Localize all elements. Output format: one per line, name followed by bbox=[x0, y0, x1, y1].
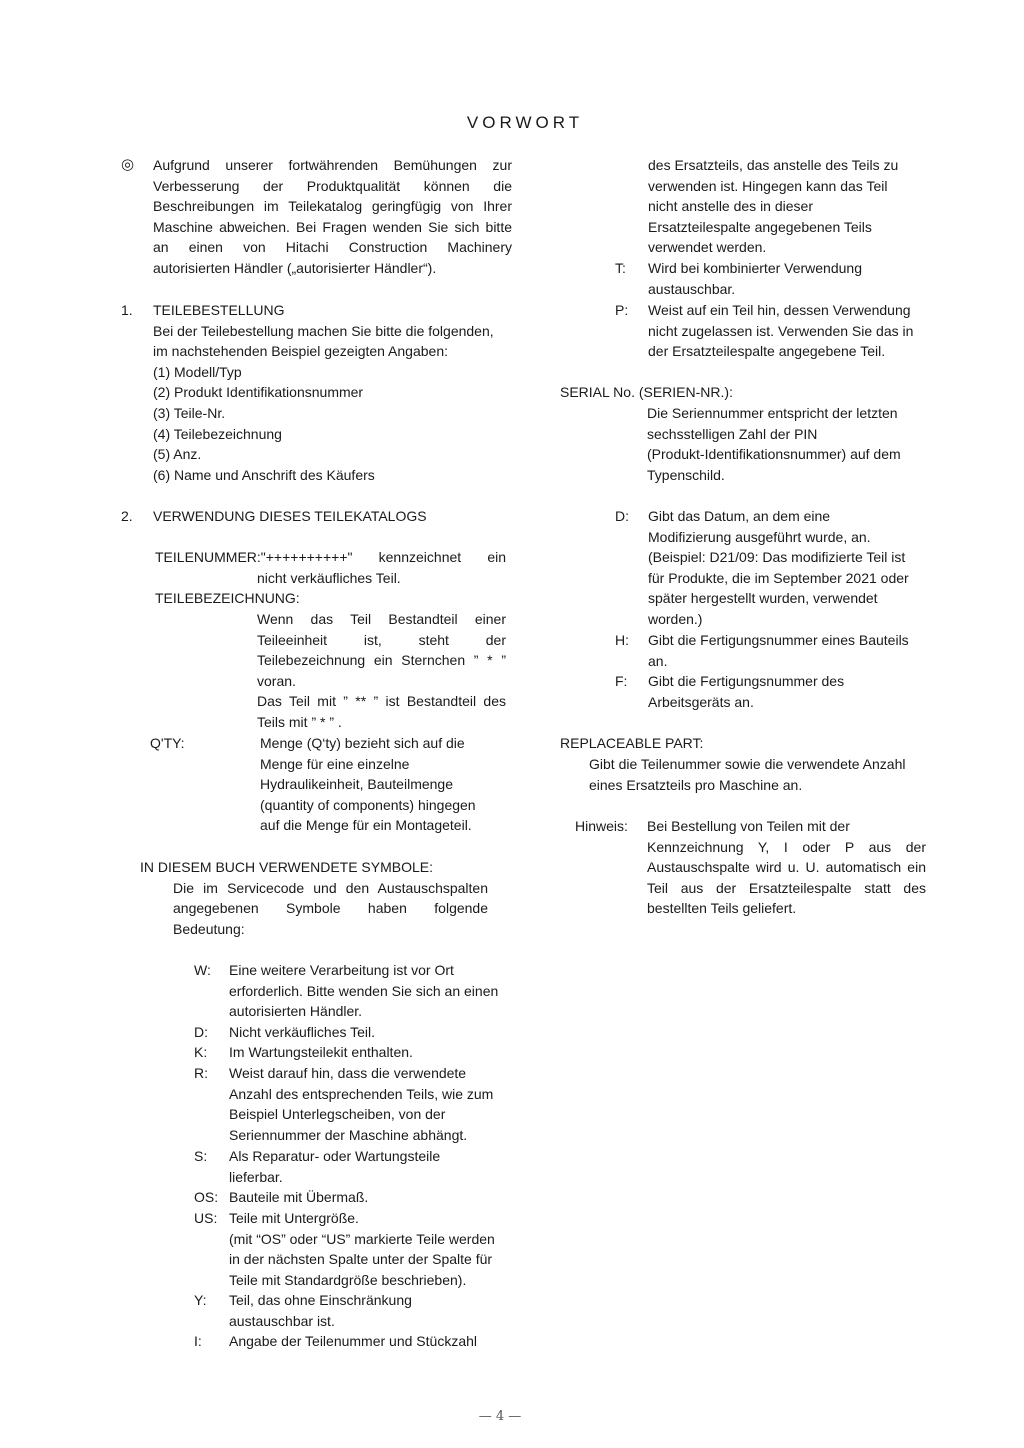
section1-line: im nachstehenden Beispiel gezeigten Angaben: bbox=[153, 343, 448, 360]
teilebez-line: Teilebezeichnung ein Sternchen ” * ” bbox=[257, 652, 506, 669]
serial-code-line: worden.) bbox=[648, 610, 703, 627]
serial-heading: SERIAL No. (SERIEN-NR.): bbox=[560, 384, 733, 400]
teilebez-line: Das Teil mit ” ** ” ist Bestandteil des bbox=[257, 693, 506, 710]
section1-line: (5) Anz. bbox=[153, 446, 202, 463]
hinweis-line: Bei Bestellung von Teilen mit der bbox=[647, 818, 850, 834]
intro-line: autorisierten Händler („autorisierter Händler“). bbox=[153, 259, 437, 276]
teilenummer-definition bbox=[155, 547, 506, 568]
symbol-line: Anzahl des entsprechenden Teils, wie zum bbox=[229, 1085, 494, 1102]
symbol-line: autorisierten Händler. bbox=[229, 1003, 363, 1020]
serial-code-line: Gibt die Fertigungsnummer eines Bauteils bbox=[648, 632, 909, 648]
intro-line: an einen von Hitachi Construction Machinery bbox=[153, 239, 512, 256]
symbols-heading: IN DIESEM BUCH VERWENDETE SYMBOLE: bbox=[140, 859, 434, 875]
symbol-key: W: bbox=[194, 962, 211, 978]
hinweis-line: bestellten Teils geliefert. bbox=[647, 900, 797, 917]
section1-line: (2) Produkt Identifikationsnummer bbox=[153, 384, 364, 401]
symbol-key: P: bbox=[615, 302, 629, 318]
symbol-description bbox=[229, 1331, 477, 1352]
section2-heading: VERWENDUNG DIESES TEILEKATALOGS bbox=[153, 508, 427, 524]
symbol-description bbox=[229, 1022, 375, 1043]
teilebezeichnung-definition bbox=[257, 609, 506, 733]
symbols-intro-line: Die im Servicecode und den Austauschspalten bbox=[173, 879, 488, 896]
symbol-key: K: bbox=[194, 1044, 208, 1060]
hinweis-line: Teil aus der Ersatzteilespalte statt des bbox=[647, 879, 926, 896]
symbol-description bbox=[229, 1208, 495, 1290]
symbol-line: Weist darauf hin, dass die verwendete bbox=[229, 1065, 467, 1081]
replaceable-heading: REPLACEABLE PART: bbox=[560, 735, 704, 751]
qty-definition bbox=[260, 733, 476, 836]
symbol-description bbox=[229, 1290, 412, 1331]
symbol-description bbox=[648, 258, 862, 299]
symbol-line: Eine weitere Verarbeitung ist vor Ort bbox=[229, 962, 454, 978]
serial-code-description bbox=[648, 630, 909, 671]
hinweis-text bbox=[647, 816, 926, 919]
symbol-line: austauschbar ist. bbox=[229, 1312, 335, 1329]
continuation-line: verwendet werden. bbox=[648, 239, 767, 256]
symbol-line: Nicht verkäufliches Teil. bbox=[229, 1024, 376, 1040]
symbol-key: US: bbox=[194, 1210, 218, 1226]
symbol-description bbox=[229, 1187, 368, 1208]
symbol-description bbox=[229, 1146, 440, 1187]
teilebez-line: Teileeinheit ist, steht der bbox=[257, 631, 506, 648]
serial-code-line: Gibt das Datum, an dem eine bbox=[648, 508, 831, 524]
qty-line: Hydraulikeinheit, Bauteilmenge bbox=[260, 776, 453, 793]
serial-code-description bbox=[648, 671, 844, 712]
continuation-line: des Ersatzteils, das anstelle des Teils zu bbox=[648, 157, 899, 173]
page-title: VORWORT bbox=[466, 113, 584, 132]
page-number: — 4 — bbox=[478, 1409, 522, 1424]
symbol-line: Weist auf ein Teil hin, dessen Verwendung bbox=[648, 302, 911, 318]
symbol-line: Beispiel Unterlegscheiben, von der bbox=[229, 1106, 446, 1123]
symbol-line: Teil, das ohne Einschränkung bbox=[229, 1292, 412, 1308]
qty-line: Menge (Q‘ty) bezieht sich auf die bbox=[260, 735, 465, 751]
serial-code-line: an. bbox=[648, 652, 668, 669]
section1-body bbox=[153, 321, 494, 486]
symbol-line: Teile mit Untergröße. bbox=[229, 1210, 359, 1226]
teilebez-line: voran. bbox=[257, 672, 296, 689]
symbol-line: Wird bei kombinierter Verwendung bbox=[648, 260, 862, 276]
hinweis-line: Austauschspalte wird u. U. automatisch ein bbox=[647, 859, 926, 876]
serial-code-line: (Beispiel: D21/09: Das modifizierte Teil ist bbox=[648, 549, 906, 566]
serial-code-key: D: bbox=[615, 508, 629, 524]
symbol-line: in der nächsten Spalte unter der Spalte für bbox=[229, 1251, 493, 1268]
qty-line: (quantity of components) hingegen bbox=[260, 796, 476, 813]
replaceable-description bbox=[589, 754, 905, 795]
teilebezeichnung-label: TEILEBEZEICHNUNG: bbox=[155, 590, 300, 606]
section1-line: Bei der Teilebestellung machen Sie bitte die folgenden, bbox=[153, 322, 494, 339]
serial-code-description bbox=[648, 506, 909, 630]
symbol-key: T: bbox=[615, 260, 626, 276]
intro-marker-icon: ◎ bbox=[121, 156, 135, 173]
symbol-line: (mit “OS” oder “US” markierte Teile werden bbox=[229, 1230, 495, 1247]
serial-code-key: H: bbox=[615, 632, 629, 648]
symbol-key: Y: bbox=[194, 1292, 207, 1308]
section1-heading: TEILEBESTELLUNG bbox=[153, 302, 285, 318]
symbols-intro-line: Bedeutung: bbox=[173, 920, 245, 937]
intro-line: Verbesserung der Produktqualität können die bbox=[153, 177, 512, 194]
symbol-key: I: bbox=[194, 1333, 202, 1349]
serial-code-line: für Produkte, die im September 2021 oder bbox=[648, 569, 909, 586]
qty-line: auf die Menge für ein Montageteil. bbox=[260, 817, 472, 834]
serial-line: Typenschild. bbox=[647, 466, 725, 483]
symbol-line: der Ersatzteilespalte angegebene Teil. bbox=[648, 343, 886, 360]
symbol-description bbox=[229, 1063, 493, 1145]
symbol-i-continuation bbox=[648, 155, 898, 258]
symbol-description bbox=[229, 960, 498, 1022]
symbol-key: OS: bbox=[194, 1189, 219, 1205]
symbols-intro-line: angegebenen Symbole haben folgende bbox=[173, 900, 488, 917]
symbol-line: Als Reparatur- oder Wartungsteile bbox=[229, 1148, 441, 1164]
hinweis-line: Kennzeichnung Y, I oder P aus der bbox=[647, 838, 926, 855]
symbol-line: austauschbar. bbox=[648, 280, 736, 297]
serial-code-line: Gibt die Fertigungsnummer des bbox=[648, 673, 845, 689]
serial-code-line: Arbeitsgeräts an. bbox=[648, 693, 754, 710]
intro-paragraph bbox=[153, 155, 512, 279]
symbol-key: D: bbox=[194, 1024, 208, 1040]
replaceable-line: eines Ersatzteils pro Maschine an. bbox=[589, 776, 803, 793]
symbol-description bbox=[229, 1042, 413, 1063]
qty-line: Menge für eine einzelne bbox=[260, 755, 410, 772]
section1-line: (4) Teilebezeichnung bbox=[153, 425, 282, 442]
symbol-line: Bauteile mit Übermaß. bbox=[229, 1189, 369, 1205]
serial-line: Die Seriennummer entspricht der letzten bbox=[647, 405, 898, 421]
qty-label: Q'TY: bbox=[150, 735, 185, 751]
section2-number: 2. bbox=[121, 508, 133, 524]
intro-line: Maschine abweichen. Bei Fragen wenden Sie sich bitte bbox=[153, 218, 512, 235]
symbol-line: Im Wartungsteilekit enthalten. bbox=[229, 1044, 413, 1060]
teilenummer-line: TEILENUMMER:"++++++++++" kennzeichnet ein bbox=[155, 549, 506, 565]
symbol-line: Seriennummer der Maschine abhängt. bbox=[229, 1126, 468, 1143]
hinweis-label: Hinweis: bbox=[575, 818, 628, 834]
serial-line: (Produkt-Identifikationsnummer) auf dem bbox=[647, 446, 901, 463]
section1-line: (1) Modell/Typ bbox=[153, 363, 242, 380]
symbol-line: erforderlich. Bitte wenden Sie sich an einen bbox=[229, 982, 499, 999]
continuation-line: verwenden ist. Hingegen kann das Teil bbox=[648, 177, 888, 194]
intro-line: Aufgrund unserer fortwährenden Bemühungen zur bbox=[153, 157, 512, 173]
symbols-intro bbox=[173, 878, 488, 940]
teilebez-line: Teils mit ” * ” . bbox=[257, 713, 342, 730]
section1-line: (6) Name und Anschrift des Käufers bbox=[153, 466, 375, 483]
section1-line: (3) Teile-Nr. bbox=[153, 404, 226, 421]
intro-line: Beschreibungen im Teilekatalog geringfügig von Ihrer bbox=[153, 198, 512, 215]
serial-code-key: F: bbox=[615, 673, 628, 689]
symbol-line: Angabe der Teilenummer und Stückzahl bbox=[229, 1333, 478, 1349]
serial-code-line: später hergestellt wurden, verwendet bbox=[648, 590, 878, 607]
replaceable-line: Gibt die Teilenummer sowie die verwendete Anzahl bbox=[589, 756, 906, 772]
symbol-line: lieferbar. bbox=[229, 1168, 283, 1185]
symbol-line: Teile mit Standardgröße beschrieben). bbox=[229, 1271, 467, 1288]
symbol-line: nicht zugelassen ist. Verwenden Sie das in bbox=[648, 322, 914, 339]
serial-line: sechsstelligen Zahl der PIN bbox=[647, 425, 818, 442]
teilebez-line: Wenn das Teil Bestandteil einer bbox=[257, 611, 506, 627]
continuation-line: Ersatzteilespalte angegebenen Teils bbox=[648, 218, 872, 235]
serial-description bbox=[647, 403, 901, 485]
continuation-line: nicht anstelle des in dieser bbox=[648, 198, 813, 215]
section1-number: 1. bbox=[121, 302, 133, 318]
symbol-key: S: bbox=[194, 1148, 208, 1164]
symbol-description bbox=[648, 300, 913, 362]
symbol-key: R: bbox=[194, 1065, 208, 1081]
serial-code-line: Modifizierung ausgeführt wurde, an. bbox=[648, 528, 871, 545]
teilenummer-continuation: nicht verkäufliches Teil. bbox=[257, 570, 401, 586]
